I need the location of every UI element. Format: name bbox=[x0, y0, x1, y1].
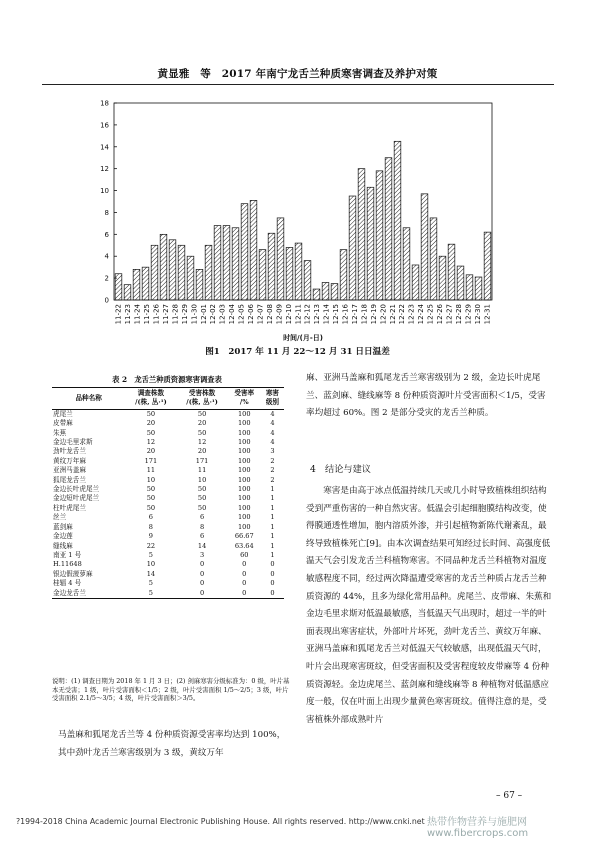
table-row bbox=[52, 532, 284, 541]
table-cell: 100 bbox=[237, 419, 251, 428]
table-cell: 10 bbox=[146, 560, 156, 569]
table-cell: 50 bbox=[146, 494, 156, 503]
table-cell: 6 bbox=[148, 513, 153, 522]
table-cell: 0 bbox=[199, 560, 205, 569]
bar bbox=[358, 169, 365, 300]
table-cell: 100 bbox=[237, 494, 251, 503]
table-cell: 0 bbox=[242, 579, 247, 588]
table-row bbox=[52, 551, 284, 560]
page-number: – 67 – bbox=[496, 791, 523, 801]
bar bbox=[367, 187, 374, 300]
table-cell: 50 bbox=[197, 485, 207, 494]
x-tick-label: 12-12 bbox=[303, 304, 312, 325]
table-cell-name: 南亚 1 号 bbox=[53, 550, 82, 559]
bar bbox=[160, 234, 167, 300]
table-row bbox=[52, 579, 284, 588]
x-axis-title: 时间/(月-日) bbox=[283, 334, 323, 342]
y-tick-label: 16 bbox=[100, 121, 109, 130]
x-tick-label: 12-30 bbox=[473, 304, 482, 325]
bar bbox=[394, 141, 401, 300]
table-cell-name: 银边假菠萝麻 bbox=[53, 569, 93, 578]
table-cell: 100 bbox=[237, 513, 251, 522]
x-tick-label: 12-31 bbox=[483, 304, 492, 325]
table-cell: 3 bbox=[199, 550, 205, 559]
x-tick-label: 11-30 bbox=[190, 304, 199, 325]
x-tick-label: 12-11 bbox=[294, 304, 303, 325]
table-cell: 20 bbox=[197, 419, 207, 428]
table-cell: 11 bbox=[197, 466, 207, 475]
bar bbox=[259, 250, 266, 300]
table-cell: 8 bbox=[148, 522, 153, 531]
section-heading: 4 结论与建议 bbox=[310, 464, 371, 475]
x-tick-label: 12-03 bbox=[218, 304, 227, 325]
table-cell-name: 金边短叶虎尾兰 bbox=[53, 494, 100, 503]
table-cell: 6 bbox=[199, 513, 205, 522]
table-cell-name: 金边长叶虎尾兰 bbox=[53, 485, 100, 494]
table-cell-name: 皮带麻 bbox=[53, 419, 73, 428]
y-tick-label: 4 bbox=[104, 252, 109, 261]
table-cell: 12 bbox=[197, 438, 207, 447]
x-tick-label: 12-16 bbox=[341, 304, 350, 325]
table-cell: 100 bbox=[237, 466, 251, 475]
bar bbox=[313, 289, 320, 300]
table-row bbox=[52, 419, 284, 428]
table-row bbox=[52, 513, 284, 522]
table-cell: 4 bbox=[270, 428, 275, 437]
bar bbox=[115, 274, 122, 300]
x-tick-label: 12-28 bbox=[454, 304, 463, 325]
bar bbox=[196, 269, 203, 300]
y-tick-label: 18 bbox=[100, 99, 109, 108]
table-cell: 11 bbox=[146, 466, 156, 475]
table-cell: 100 bbox=[237, 438, 251, 447]
y-tick-label: 0 bbox=[104, 296, 109, 305]
table-cell-name: H.11648 bbox=[53, 560, 82, 569]
table-cell: 1 bbox=[270, 532, 275, 541]
x-tick-label: 12-21 bbox=[388, 304, 397, 325]
x-tick-label: 11-27 bbox=[161, 304, 170, 325]
table-header-cell: 受害株数 /(株, 丛·¹) bbox=[177, 388, 228, 410]
bar bbox=[475, 277, 482, 300]
bar bbox=[142, 267, 149, 300]
table-cell: 0 bbox=[242, 569, 247, 578]
table-cell: 0 bbox=[242, 560, 247, 569]
table-cell-name: 丝兰 bbox=[53, 513, 67, 522]
table-header-cell: 寒害 级别 bbox=[261, 388, 284, 410]
table-cell: 14 bbox=[197, 541, 207, 550]
table-cell-name: 蓝剑麻 bbox=[53, 522, 73, 531]
table-cell: 5 bbox=[125, 589, 176, 599]
table-cell: 50 bbox=[146, 485, 156, 494]
bar bbox=[412, 265, 419, 300]
bar bbox=[151, 245, 158, 300]
x-tick-label: 12-20 bbox=[379, 304, 388, 325]
bar bbox=[376, 171, 383, 300]
bar bbox=[133, 269, 140, 300]
bar bbox=[250, 200, 257, 300]
table-row bbox=[52, 409, 284, 419]
bar-chart bbox=[80, 96, 500, 344]
table-cell: 100 bbox=[237, 447, 251, 456]
x-tick-label: 11-24 bbox=[133, 304, 142, 325]
table-cell: 4 bbox=[270, 409, 275, 418]
table-cell: 0 bbox=[199, 579, 205, 588]
table-row bbox=[52, 504, 284, 513]
table-cell-name: 桂辐 4 号 bbox=[53, 579, 82, 588]
bar bbox=[331, 284, 338, 300]
x-tick-label: 12-08 bbox=[265, 304, 274, 325]
x-tick-label: 12-29 bbox=[464, 304, 473, 325]
table-cell: 0 bbox=[270, 569, 275, 578]
table-cell: 4 bbox=[270, 438, 275, 447]
table-cell: 171 bbox=[195, 456, 209, 465]
y-tick-label: 14 bbox=[100, 143, 109, 152]
table-cell: 66.67 bbox=[234, 532, 254, 541]
table-row bbox=[52, 523, 284, 532]
x-tick-label: 12-09 bbox=[275, 304, 284, 325]
x-tick-label: 12-05 bbox=[237, 304, 246, 325]
table-header-cell: 受害率 /% bbox=[228, 388, 261, 410]
y-tick-label: 8 bbox=[104, 208, 109, 217]
x-tick-label: 12-17 bbox=[350, 304, 359, 325]
y-tick-label: 10 bbox=[100, 187, 109, 196]
table-cell: 0 bbox=[270, 579, 275, 588]
bar bbox=[187, 256, 194, 300]
table-cell: 100 bbox=[237, 475, 251, 484]
table-cell: 0 bbox=[261, 589, 284, 599]
table-cell: 171 bbox=[144, 456, 158, 465]
x-tick-label: 12-27 bbox=[445, 304, 454, 325]
table-cell: 20 bbox=[146, 447, 156, 456]
x-tick-label: 12-10 bbox=[284, 304, 293, 325]
bar bbox=[439, 256, 446, 300]
table-cell: 50 bbox=[197, 428, 207, 437]
bar bbox=[466, 275, 473, 300]
table-cell: 50 bbox=[146, 428, 156, 437]
bar bbox=[277, 218, 284, 300]
bar bbox=[178, 245, 185, 300]
x-tick-label: 12-06 bbox=[247, 304, 256, 325]
bar bbox=[457, 266, 464, 300]
table-cell: 10 bbox=[146, 475, 156, 484]
x-tick-label: 12-02 bbox=[209, 304, 218, 325]
table-cell-name: 金边龙舌兰 bbox=[52, 589, 125, 599]
table-cell: 12 bbox=[146, 438, 156, 447]
bar bbox=[322, 282, 329, 300]
bar bbox=[304, 261, 311, 300]
table-cell: 20 bbox=[146, 419, 156, 428]
bar bbox=[124, 285, 131, 300]
bar bbox=[169, 240, 176, 300]
x-tick-label: 12-15 bbox=[332, 304, 341, 325]
table-cell-name: 缝线麻 bbox=[53, 541, 73, 550]
bar bbox=[421, 194, 428, 300]
table-cell: 2 bbox=[270, 456, 275, 465]
x-tick-label: 12-25 bbox=[426, 304, 435, 325]
table-cell: 63.64 bbox=[234, 541, 254, 550]
bar bbox=[214, 226, 221, 300]
table-cell: 0 bbox=[177, 589, 228, 599]
header-rule bbox=[42, 84, 554, 85]
x-tick-label: 11-25 bbox=[143, 304, 152, 325]
bar bbox=[349, 196, 356, 300]
bar bbox=[403, 228, 410, 300]
table-cell-name: 狐尾龙舌兰 bbox=[53, 475, 86, 484]
table-cell: 1 bbox=[270, 550, 275, 559]
table-cell: 10 bbox=[197, 475, 207, 484]
copyright-footer: ?1994-2018 China Academic Journal Electronic Publishing House. All rights reserved. http://www.cnki.net bbox=[16, 817, 425, 826]
x-tick-label: 12-04 bbox=[228, 304, 237, 325]
table-cell-name: 黄纹万年麻 bbox=[53, 456, 86, 465]
table-cell: 0 bbox=[228, 589, 261, 599]
cold-damage-table bbox=[52, 387, 284, 599]
body-paragraph-right-1: 麻、亚洲马盖麻和狐尾龙舌兰寒害级别为 2 级，金边长叶虎尾兰、蓝剑麻、缝线麻等 8 份种质资源叶片受害面积＜1/5，受害率均超过 60%。图 2 是部分受灾的龙舌兰种质。 bbox=[306, 373, 546, 419]
table-row bbox=[52, 438, 284, 447]
bar bbox=[430, 218, 437, 300]
table-row bbox=[52, 542, 284, 551]
x-tick-label: 12-14 bbox=[322, 304, 331, 325]
table-header-cell: 调查株数 /(株, 丛·¹) bbox=[125, 388, 176, 410]
table-cell-name: 朱蕉 bbox=[53, 428, 67, 437]
y-tick-label: 2 bbox=[104, 274, 109, 283]
bar bbox=[232, 228, 239, 300]
figure-caption: 图1 2017 年 11 月 22～12 月 31 日日温差 bbox=[205, 347, 390, 357]
x-tick-label: 12-22 bbox=[398, 304, 407, 325]
x-tick-label: 12-01 bbox=[199, 304, 208, 325]
x-tick-label: 12-18 bbox=[360, 304, 369, 325]
table-cell: 6 bbox=[199, 532, 205, 541]
table-note: 说明：(1) 调查日期为 2018 年 1 月 3 日；(2) 剑麻寒害分级标准为：0 级，叶片基本无受害；1 级，叶片受害面积＜1/5；2 级，叶片受害面积 1/5～2/5；3 级，叶片受害面积 2.1/5～3/5；4 级，叶片受害面积＞3/5。 bbox=[52, 677, 290, 703]
table-cell-name: 虎尾兰 bbox=[53, 409, 73, 418]
table-cell: 1 bbox=[270, 503, 275, 512]
table-cell: 0 bbox=[199, 569, 205, 578]
table-cell: 100 bbox=[237, 409, 251, 418]
x-tick-label: 12-13 bbox=[313, 304, 322, 325]
x-tick-label: 12-23 bbox=[407, 304, 416, 325]
bar bbox=[241, 204, 248, 300]
table-cell-name: 金边毛里求斯 bbox=[53, 438, 93, 447]
x-tick-label: 12-19 bbox=[369, 304, 378, 325]
y-tick-label: 6 bbox=[104, 230, 109, 239]
table-row bbox=[52, 570, 284, 579]
table-cell: 8 bbox=[199, 522, 205, 531]
table-cell: 100 bbox=[237, 428, 251, 437]
table-cell: 100 bbox=[237, 456, 251, 465]
table-row bbox=[52, 429, 284, 438]
bar bbox=[385, 158, 392, 300]
table-row bbox=[52, 447, 284, 456]
table-row bbox=[52, 466, 284, 475]
table-cell-name: 金边莲 bbox=[53, 532, 73, 541]
table-row bbox=[52, 457, 284, 466]
x-tick-label: 12-07 bbox=[256, 304, 265, 325]
body-paragraph-right-2: 寒害是由高于冰点低温持续几天或几小时导致植株组织结构受到严重伤害的一种自然灾害。低温会引起细胞膜结构改变，使得膜通透性增加，胞内溶质外渗，并引起植物新陈代谢紊乱，最终导致植株死亡[9]。由本次调查结果可知经过长时间、高强度低温天气会引发龙舌兰科植物寒害。不同品种龙舌兰科植物对温度敏感程度不同，经过两次降温遭受寒害的龙舌兰种质占龙舌兰种质资源的 44%，且多为绿化常用品种。虎尾兰、皮带麻、朱蕉和金边毛里求斯对低温最敏感，当低温天气出现时，超过一半的叶面表现出寒害症状，外部叶片坏死，劲叶龙舌兰、黄纹万年麻、亚洲马盖麻和狐尾龙舌兰对低温天气较敏感，出现低温天气时，叶片会出现寒害斑纹，但受害面积及受害程度较皮带麻等 4 份种质资源轻。金边虎尾兰、蓝剑麻和缝线麻等 8 种植物对低温感应度一般，仅在叶面上出现少量黄色寒害斑纹。值得注意的是，受害植株外部成熟叶片 bbox=[306, 486, 552, 725]
table-cell: 50 bbox=[197, 409, 207, 418]
bar bbox=[448, 244, 455, 300]
x-tick-label: 11-23 bbox=[124, 304, 133, 325]
table-cell: 4 bbox=[270, 419, 275, 428]
table-cell: 9 bbox=[148, 532, 153, 541]
table-cell: 50 bbox=[197, 494, 207, 503]
bar bbox=[484, 232, 491, 300]
running-header: 黄显雅 等 2017 年南宁龙舌兰种质寒害调查及养护对策 bbox=[157, 68, 438, 80]
table-header-cell: 品种名称 bbox=[52, 388, 125, 410]
table-cell: 5 bbox=[148, 550, 153, 559]
bar bbox=[286, 247, 293, 300]
table-cell: 60 bbox=[240, 550, 249, 559]
bar bbox=[223, 226, 230, 300]
table-cell-name: 柱叶虎尾兰 bbox=[53, 503, 86, 512]
table-cell: 14 bbox=[146, 569, 156, 578]
table-cell: 1 bbox=[270, 485, 275, 494]
x-tick-label: 11-29 bbox=[180, 304, 189, 325]
table-cell: 2 bbox=[270, 475, 275, 484]
x-tick-label: 12-26 bbox=[436, 304, 445, 325]
bar bbox=[205, 245, 212, 300]
bar bbox=[340, 250, 347, 300]
table-cell: 1 bbox=[270, 513, 275, 522]
table-cell: 5 bbox=[148, 579, 153, 588]
table-row bbox=[52, 494, 284, 503]
bar bbox=[268, 233, 275, 300]
table-cell-name: 亚洲马盖麻 bbox=[53, 466, 86, 475]
x-tick-label: 12-24 bbox=[417, 304, 426, 325]
table-row bbox=[52, 560, 284, 569]
table-caption: 表 2 龙舌兰种质资源寒害调查表 bbox=[112, 375, 222, 384]
y-tick-label: 12 bbox=[100, 165, 109, 174]
table-cell: 100 bbox=[237, 485, 251, 494]
table-cell: 3 bbox=[270, 447, 275, 456]
body-paragraph-left: 马盖麻和狐尾龙舌兰等 4 份种质资源受害率均达到 100%，其中劲叶龙舌兰寒害级别为 3 级，黄纹万年 bbox=[58, 730, 286, 758]
table-cell: 100 bbox=[237, 522, 251, 531]
table-row bbox=[52, 589, 284, 599]
x-tick-label: 11-22 bbox=[114, 304, 123, 325]
table-cell: 2 bbox=[270, 466, 275, 475]
table-cell: 1 bbox=[270, 522, 275, 531]
table-cell: 20 bbox=[197, 447, 207, 456]
table-row bbox=[52, 476, 284, 485]
table-cell: 50 bbox=[146, 409, 156, 418]
table-cell: 22 bbox=[146, 541, 156, 550]
table-cell: 50 bbox=[146, 503, 156, 512]
table-cell: 100 bbox=[237, 503, 251, 512]
x-tick-label: 11-26 bbox=[152, 304, 161, 325]
table-cell: 50 bbox=[197, 503, 207, 512]
table-cell-name: 劲叶龙舌兰 bbox=[53, 447, 86, 456]
table-cell: 0 bbox=[270, 560, 275, 569]
table-cell: 1 bbox=[270, 541, 275, 550]
table-cell: 1 bbox=[270, 494, 275, 503]
bar bbox=[295, 243, 302, 300]
watermark: 热带作物营养与施肥网 www.fibercrops.com bbox=[427, 817, 529, 839]
x-tick-label: 11-28 bbox=[171, 304, 180, 325]
